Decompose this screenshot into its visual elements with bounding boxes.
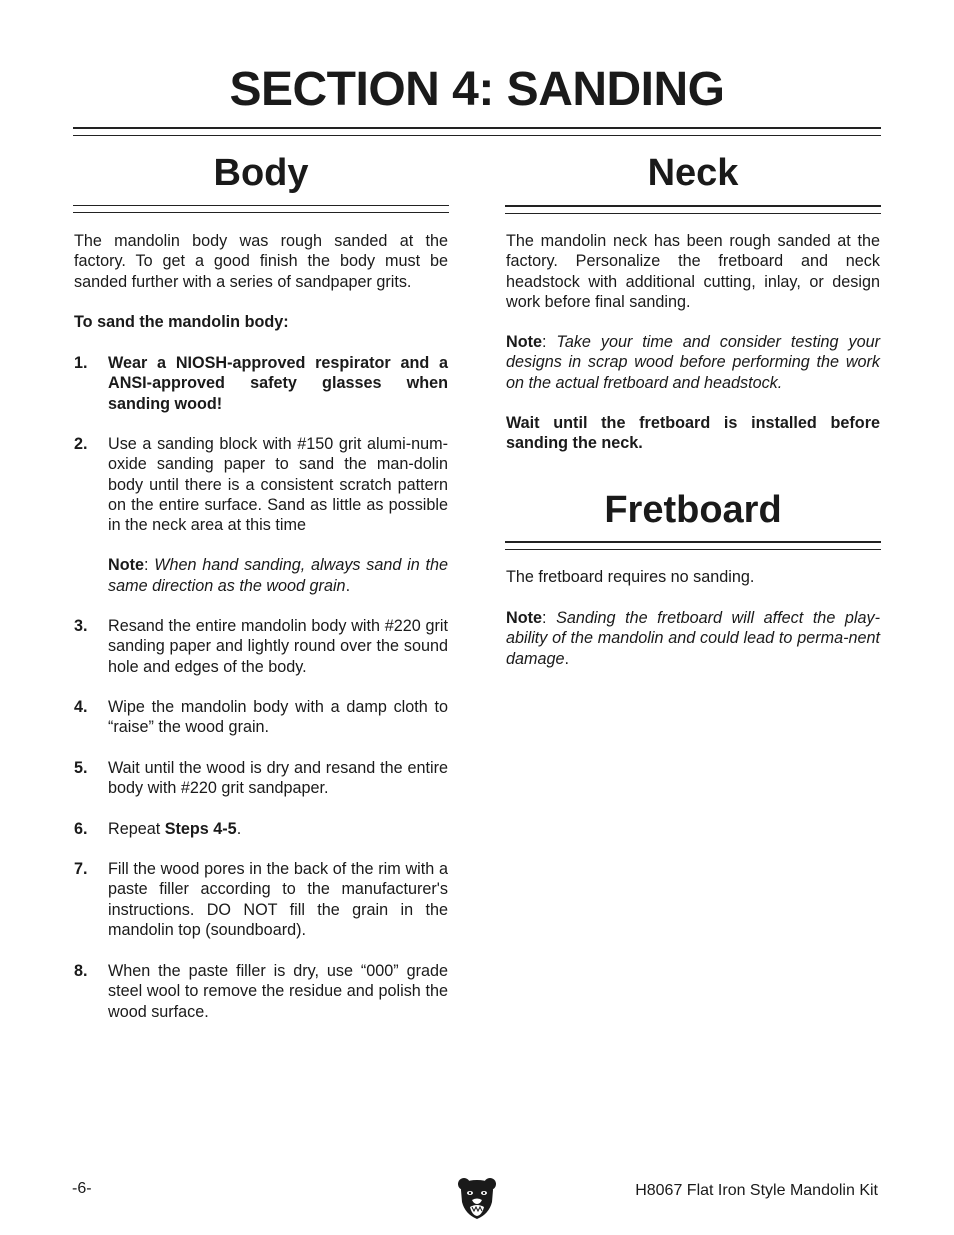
note-text: When hand sanding, always sand in the same direction as the wood grain [108,556,448,595]
step-text-pre: Repeat [108,820,165,838]
step-text: When the paste filler is dry, use “000” grade steel wool to remove the residue and polish the wood surface. [108,962,448,1021]
step-text: Resand the entire mandolin body with #220 grit sanding paper and lightly round over the sound hole and edges of the body. [108,617,448,676]
step-7 [74,859,448,940]
body-heading: Body [213,152,309,194]
step-text-post: . [236,820,242,838]
neck-divider-bottom [505,213,881,214]
neck-intro: The mandolin neck has been rough sanded at the factory. Personalize the fretboard and neck headstock with additional cutting, inlay, or design work before final sanding. [506,232,880,311]
fretboard-divider-bottom [505,549,881,550]
step-number: 2. [74,435,88,453]
title-divider-bottom [73,135,881,136]
footer-title: H8067 Flat Iron Style Mandolin Kit [635,1182,878,1199]
neck-warning: Wait until the fretboard is installed before sanding the neck. [506,414,880,453]
fretboard-note [506,608,880,669]
step-text: Wait until the wood is dry and resand the entire body with #220 grit sandpaper. [108,759,448,798]
step-8 [74,961,448,1022]
note-text: Take your time and consider testing your designs in scrap wood before performing the work on the actual fretboard and headstock. [506,333,880,392]
step-number: 3. [74,617,88,635]
step-3 [74,616,448,677]
note-separator: : [143,556,155,575]
fretboard-heading: Fretboard [604,489,782,531]
step-number: 8. [74,962,88,980]
step-text: Fill the wood pores in the back of the rim with a paste filler according to the manufacturer's instructions. DO NOT fill the grain in the mandolin top (soundboard). [108,860,448,939]
step-text: Wipe the mandolin body with a damp cloth to “raise” the wood grain. [108,698,448,737]
step-note [108,555,448,596]
step-text: Use a sanding block with #150 grit alumi-num-oxide sanding paper to sand the man-dolin body until there is a consistent scratch pattern on the entire surface. Sand as little as possible in the neck area at this time [108,435,448,535]
neck-heading: Neck [647,152,739,194]
note-separator: : [541,609,557,627]
note-label: Note [108,556,144,575]
step-4 [74,697,448,738]
neck-note [506,332,880,393]
fretboard-intro: The fretboard requires no sanding. [506,568,755,586]
step-1 [74,353,448,414]
bear-head-logo-icon [457,1176,497,1220]
body-divider-bottom [73,212,449,213]
step-5 [74,758,448,799]
fretboard-divider-top [505,541,881,543]
body-intro: The mandolin body was rough sanded at the factory. To get a good finish the body must be sanded further with a series of sandpaper grits. [74,232,448,291]
section-title: SECTION 4: SANDING [229,63,725,116]
body-steps-heading: To sand the mandolin body: [74,313,289,331]
step-number: 6. [74,820,88,838]
note-label: Note [506,609,542,627]
note-end: . [345,576,351,595]
note-label: Note [506,333,542,351]
title-divider-top [73,127,881,129]
step-text-bold: Steps 4-5 [164,820,237,838]
step-6 [74,819,448,839]
body-divider-top [73,205,449,206]
note-separator: : [541,333,557,351]
note-text: Sanding the fretboard will affect the play-ability of the mandolin and could lead to perma-nent damage [506,609,880,668]
step-number: 4. [74,698,88,716]
note-end: . [564,649,569,668]
neck-divider-top [505,205,881,207]
step-text [108,819,448,839]
step-number: 7. [74,860,88,878]
step-number: 5. [74,759,88,777]
page-number: -6- [72,1180,92,1197]
step-2 [74,434,448,596]
step-text: Wear a NIOSH-approved respirator and a ANSI-approved safety glasses when sanding wood! [108,354,448,413]
step-number: 1. [74,354,88,372]
